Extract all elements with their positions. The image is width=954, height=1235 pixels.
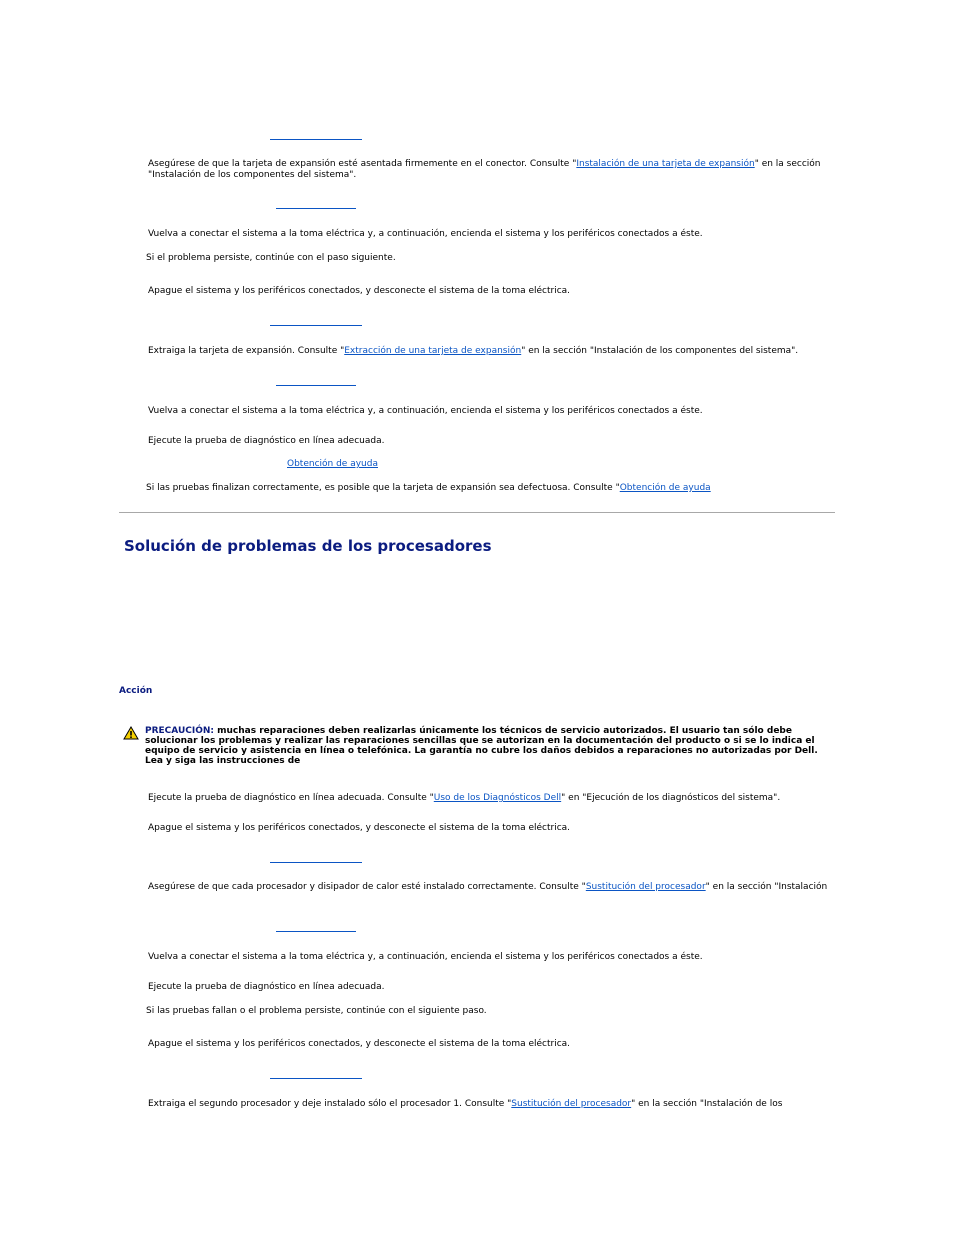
warning-icon: [123, 725, 139, 739]
caution-notice: [145, 726, 825, 766]
step-power-off: Apague el sistema y los periféricos conectados, y desconecte el sistema de la toma eléctrica.: [148, 286, 571, 296]
step-run-test-cpu: Ejecute la prueba de diagnóstico en línea adecuada.: [148, 982, 385, 992]
section-title-processors: Solución de problemas de los procesadores: [124, 537, 492, 555]
step-reconnect-cpu: Vuelva a conectar el sistema a la toma eléctrica y, a continuación, encienda el sistema y los periféricos conectados a éste.: [148, 952, 703, 962]
step-run-diagnostics: Ejecute la prueba de diagnóstico en línea adecuada. Consulte "Uso de los Diagnósticos Dell" en "Ejecución de los diagnósticos del sistema".: [148, 793, 781, 803]
link-underline[interactable]: [270, 139, 362, 140]
link-remove-expansion-card[interactable]: Extracción de una tarjeta de expansión: [344, 346, 522, 356]
link-underline[interactable]: [276, 385, 356, 386]
link-underline[interactable]: [270, 325, 362, 326]
step-check-card: Asegúrese de que la tarjeta de expansión esté asentada firmemente en el conector. Consulte "Instalación de una tarjeta de expansión" en la sección "Instalación de los componentes del sistema".: [148, 159, 821, 180]
step-check-processor: Asegúrese de que cada procesador y disipador de calor esté instalado correctamente. Consulte "Sustitución del procesador" en la sección "Instalación: [148, 882, 828, 892]
section-divider: [119, 512, 835, 513]
link-get-help-2[interactable]: Obtención de ayuda: [619, 483, 711, 493]
caution-text: muchas reparaciones deben realizarlas únicamente los técnicos de servicio autorizados. El usuario tan sólo debe solucionar los problemas y realizar las reparaciones sencillas que se autorizan en la documentación del producto o si se lo indica el equipo de servicio y asistencia en línea o telefónica. La garantía no cubre los daños debidos a reparaciones no autorizadas por Dell. Lea y siga las instrucciones de: [145, 726, 818, 766]
note-fail: Si las pruebas fallan o el problema persiste, continúe con el siguiente paso.: [146, 1006, 487, 1016]
step-reconnect: Vuelva a conectar el sistema a la toma eléctrica y, a continuación, encienda el sistema y los periféricos conectados a éste.: [148, 229, 703, 239]
link-underline[interactable]: [276, 931, 356, 932]
note-success: Si las pruebas finalizan correctamente, es posible que la tarjeta de expansión sea defectuosa. Consulte "Obtención de ayuda: [146, 483, 711, 493]
step-power-off-cpu-2: Apague el sistema y los periféricos conectados, y desconecte el sistema de la toma eléctrica.: [148, 1039, 571, 1049]
step-reconnect-2: Vuelva a conectar el sistema a la toma eléctrica y, a continuación, encienda el sistema y los periféricos conectados a éste.: [148, 406, 703, 416]
step-power-off-cpu: Apague el sistema y los periféricos conectados, y desconecte el sistema de la toma eléctrica.: [148, 823, 571, 833]
step-run-test: Ejecute la prueba de diagnóstico en línea adecuada.: [148, 436, 385, 446]
step-remove-card: Extraiga la tarjeta de expansión. Consulte "Extracción de una tarjeta de expansión" en la sección "Instalación de los componentes del sistema".: [148, 346, 799, 356]
caution-label: PRECAUCIÓN:: [145, 726, 215, 736]
link-replace-processor-2[interactable]: Sustitución del procesador: [511, 1099, 632, 1109]
link-underline[interactable]: [276, 208, 356, 209]
action-label: Acción: [119, 686, 153, 696]
link-get-help[interactable]: Obtención de ayuda: [287, 459, 378, 469]
step-remove-processor: Extraiga el segundo procesador y deje instalado sólo el procesador 1. Consulte "Sustitución del procesador" en la sección "Instalación de los: [148, 1099, 783, 1109]
note-persist: Si el problema persiste, continúe con el paso siguiente.: [146, 253, 396, 263]
link-dell-diagnostics[interactable]: Uso de los Diagnósticos Dell: [433, 793, 562, 803]
link-replace-processor[interactable]: Sustitución del procesador: [585, 882, 706, 892]
link-underline[interactable]: [270, 1078, 362, 1079]
link-underline[interactable]: [270, 862, 362, 863]
link-install-expansion-card[interactable]: Instalación de una tarjeta de expansión: [576, 159, 755, 169]
